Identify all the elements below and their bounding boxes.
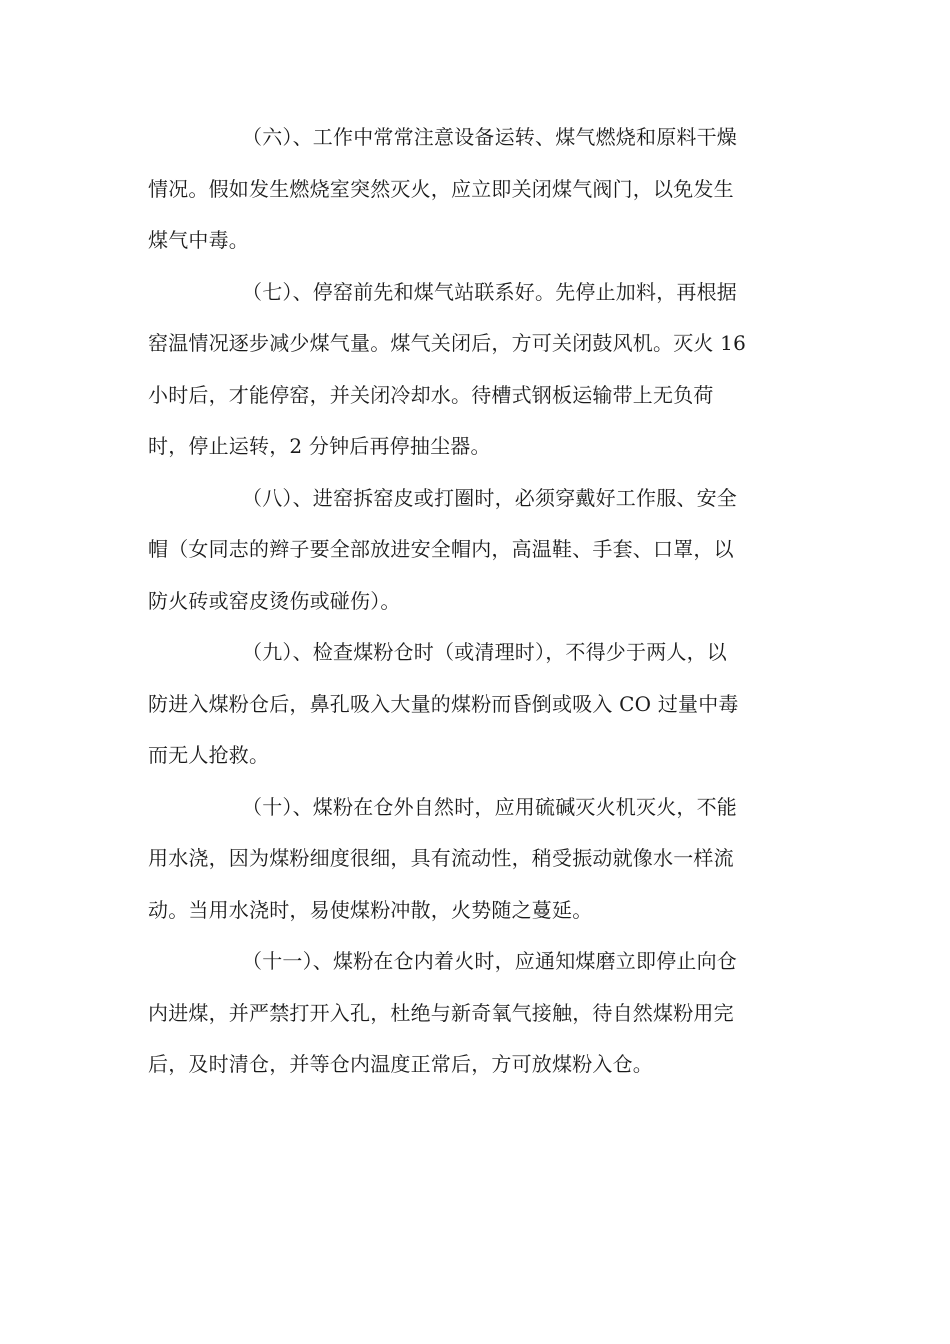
paragraph-line: 防火砖或窑皮烫伤或碰伤）。 [148,588,401,613]
paragraph-line: （八）、进窑拆窑皮或打圈时，必须穿戴好工作服、安全 [242,485,737,510]
paragraph-line: 情况。假如发生燃烧室突然灭火，应立即关闭煤气阀门，以免发生 [148,176,734,201]
paragraph-line: 内进煤，并严禁打开入孔，杜绝与新奇氧气接触，待自然煤粉用完 [148,1000,734,1025]
paragraph-line: 小时后，才能停窑，并关闭冷却水。待槽式钢板运输带上无负荷 [148,382,714,407]
paragraph-line: 动。当用水浇时，易使煤粉冲散，火势随之蔓延。 [148,897,593,922]
paragraph-line: 后，及时清仓，并等仓内温度正常后，方可放煤粉入仓。 [148,1052,653,1076]
paragraph-line: （七）、停窑前先和煤气站联系好。先停止加料，再根据 [242,279,737,304]
paragraph-9 [148,627,802,782]
paragraph-line: （六）、工作中常常注意设备运转、煤气燃烧和原料干燥 [242,125,737,149]
paragraph-6 [148,112,802,267]
document-body [148,112,802,1091]
paragraph-line: 用水浇，因为煤粉细度很细，具有流动性，稍受振动就像水一样流 [148,846,734,870]
paragraph-line: 防进入煤粉仓后，鼻孔吸入大量的煤粉而昏倒或吸入 CO 过量中毒 [148,691,739,716]
paragraph-line: 窑温情况逐步减少煤气量。煤气关闭后，方可关闭鼓风机。灭火 16 [148,331,747,355]
paragraph-7 [148,267,802,473]
paragraph-line: 时，停止运转，2 分钟后再停抽尘器。 [148,434,491,458]
paragraph-11 [148,936,802,1091]
paragraph-line: （十）、煤粉在仓外自然时，应用硫碱灭火机灭火，不能 [242,794,737,819]
paragraph-10 [148,782,802,937]
paragraph-line: （九）、检查煤粉仓时（或清理时），不得少于两人，以 [242,640,727,664]
paragraph-line: 煤气中毒。 [148,228,249,252]
paragraph-8 [148,473,802,628]
paragraph-line: （十一）、煤粉在仓内着火时，应通知煤磨立即停止向仓 [242,949,737,973]
paragraph-line: 而无人抢救。 [148,743,270,767]
paragraph-line: 帽（女同志的辫子要全部放进安全帽内，高温鞋、手套、口罩，以 [148,537,734,561]
